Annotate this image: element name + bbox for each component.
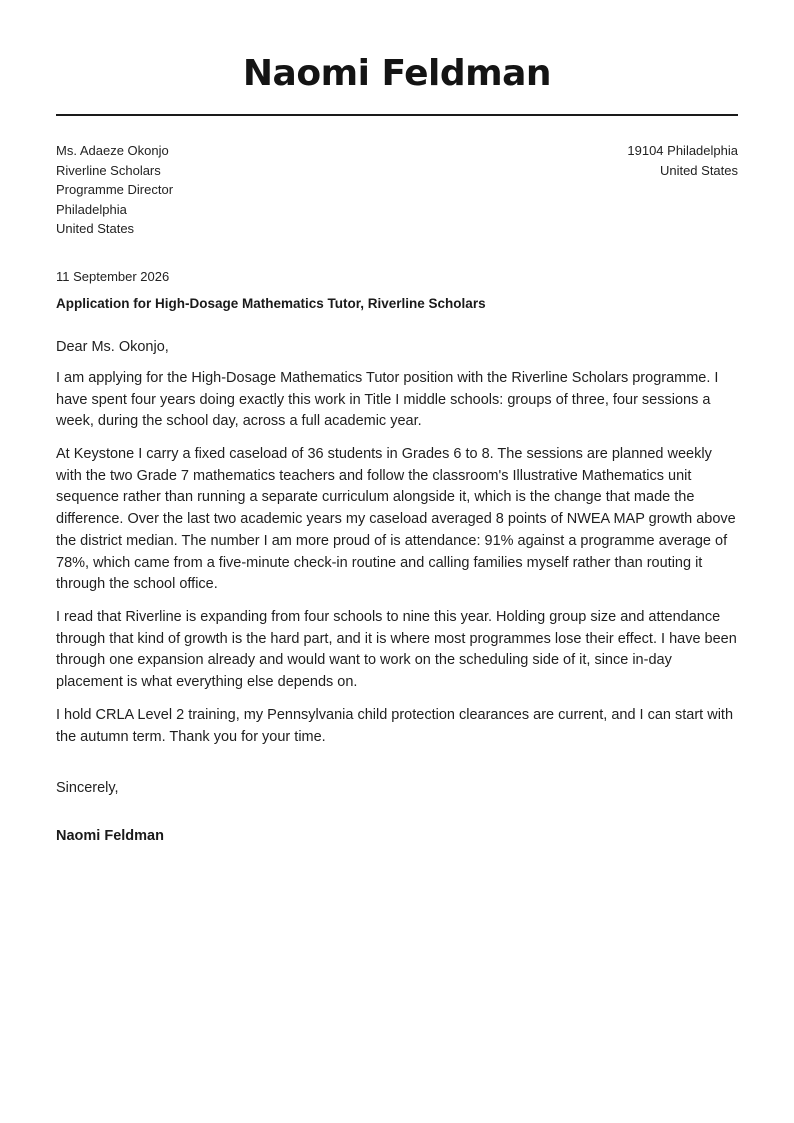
body-paragraph-2: At Keystone I carry a fixed caseload of 36 students in Grades 6 to 8. The sessions are planned weekly with the two Grade 7 mathematics teachers and follow the classroom's Illustrative Mathematics unit sequence rather than running a separate curriculum alongside it, which is the change that made the difference. Over the last two academic years my caseload averaged 8 points of NWEA MAP growth above the district median. The number I am more proud of is attendance: 91% against a programme average of 78%, which came from a five-minute check-in routine and calling families myself rather than routing it through the school office. (56, 446, 736, 593)
recipient-address (56, 141, 173, 239)
sender-country: United States (659, 162, 738, 178)
letter-page (56, 0, 738, 846)
letter-subject: Application for High-Dosage Mathematics Tutor, Riverline Scholars (56, 295, 486, 311)
recipient-name: Ms. Adaeze Okonjo (56, 143, 169, 158)
salutation: Dear Ms. Okonjo, (56, 338, 169, 355)
address-block (56, 141, 738, 239)
recipient-title: Programme Director (56, 182, 174, 198)
signature: Naomi Feldman (56, 828, 164, 845)
body-paragraph-1: I am applying for the High-Dosage Mathematics Tutor position with the Riverline Scholars programme. I have spent four years doing exactly this work in Title I middle schools: groups of three, four sessions a week, during the school day, across a full academic year. (56, 369, 719, 430)
body-paragraph-4: I hold CRLA Level 2 training, my Pennsylvania child protection clearances are current, and I can start with the autumn term. Thank you for your time. (56, 706, 734, 745)
recipient-organization: Riverline Scholars (56, 162, 161, 178)
recipient-city: Philadelphia (56, 201, 127, 217)
sender-postal-city: 19104 Philadelphia (627, 143, 738, 158)
author-name: Naomi Feldman (242, 53, 552, 94)
recipient-country: United States (56, 221, 135, 237)
letter-date: 11 September 2026 (56, 268, 170, 284)
closing: Sincerely, (56, 780, 119, 797)
header-divider (56, 114, 738, 116)
body-paragraph-3: I read that Riverline is expanding from four schools to nine this year. Holding group size and attendance through that kind of growth is the hard part, and it is where most programmes lose their effect. I have been through one expansion already and would want to work on the scheduling side of it, since in-day placement is what everything else depends on. (56, 609, 737, 691)
sender-address (627, 141, 738, 239)
